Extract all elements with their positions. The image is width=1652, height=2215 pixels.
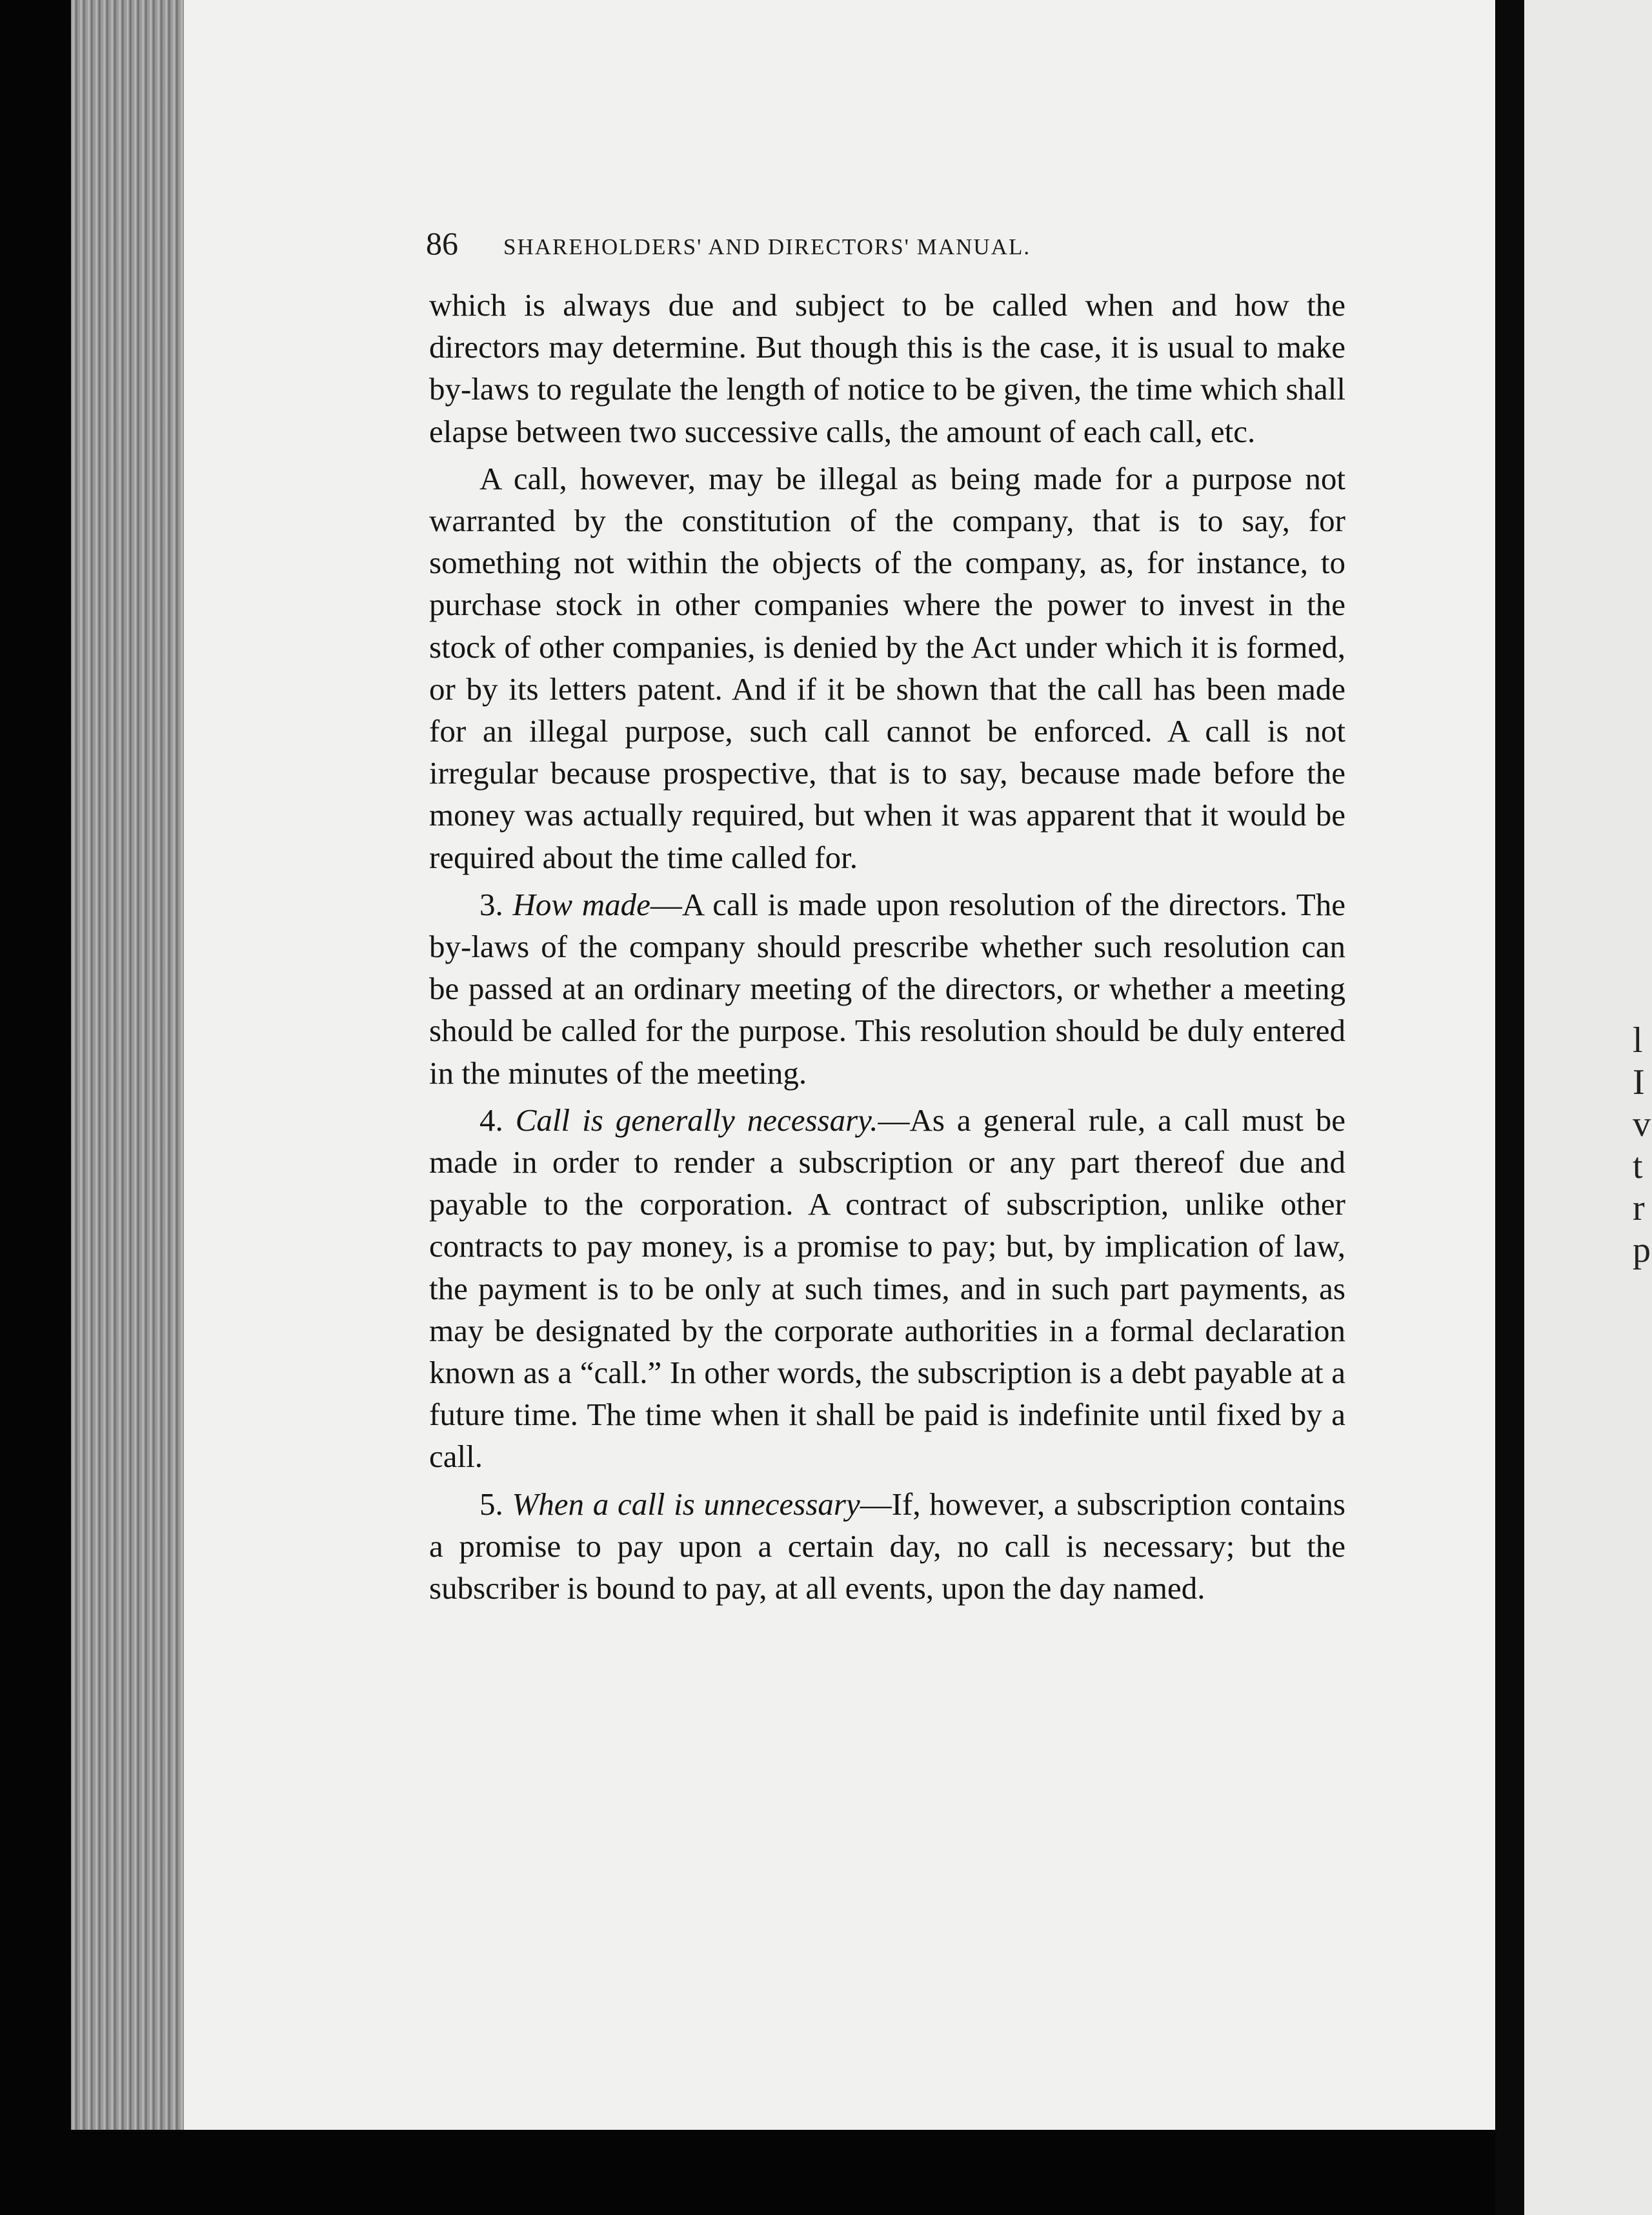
fragment-letter: l [1633,1020,1643,1060]
paragraph-text: A call, however, may be illegal as being made for a purpose not warranted by the constitution of the company, that is to say, for something not within the objects of the company, as, for instance, to purchase stock in other companies where the power to invest in the stock of other companies, is denied by the Act under which it is formed, or by its letters patent. And if it be shown that the call has been made for an illegal purpose, such call cannot be enforced. A call is not irregular because prospective, that is to say, because made before the money was actually required, but when it was apparent that it would be required about the time called for. [429,460,1345,875]
section-heading: When a call is unnecessary [512,1486,860,1522]
fragment-letter: p [1633,1230,1651,1270]
section-4-call-necessary [429,1099,1345,1478]
paragraph-text: —A call is made upon resolution of the directors. The by-laws of the company should prescribe whether such resolution can be passed at an ordinary meeting of the directors, or whether a meeting should be called for the purpose. This resolution should be duly entered in the minutes of the meeting. [429,886,1345,1091]
page-stack-edge [71,0,191,2130]
section-heading: How made [512,886,650,922]
page-number: 86 [426,225,458,261]
book-gutter [1495,0,1524,2215]
section-3-how-made [429,884,1345,1094]
body-text [429,284,1345,1614]
section-number: 4. [479,1102,503,1138]
section-number: 5. [479,1486,503,1522]
running-head-title: SHAREHOLDERS' AND DIRECTORS' MANUAL. [503,234,1031,259]
running-head [426,225,1184,262]
fragment-letter: t [1633,1146,1643,1186]
paragraph-continuation [429,284,1345,452]
fragment-letter: I [1633,1062,1645,1102]
section-heading: Call is generally necessary. [515,1102,878,1138]
paragraph-text: —As a general rule, a call must be made in order to render a subscription or any part thereof due and payable to the corporation. A contract of subscription, unlike other contracts to pay money, is a promise to pay; but, by implication of law, the payment is to be only at such times, and in such part payments, as may be designated by the corporate authorities in a formal declaration known as a “call.” In other words, the subscription is a debt payable at a future time. The time when it shall be paid is indefinite until fixed by a call. [429,1102,1346,1475]
paragraph-text: —If, however, a subscription contains a promise to pay upon a certain day, no call is necessary; but the subscriber is bound to pay, at all events, upon the day named. [429,1486,1345,1606]
fragment-letter: r [1633,1188,1645,1228]
paragraph-illegal-call [429,458,1345,878]
facing-page-fragments [1633,1020,1652,1271]
section-number: 3. [479,886,503,922]
paragraph-text: which is always due and subject to be called when and how the directors may determine. But though this is the case, it is usual to make by-laws to regulate the length of notice to be given, the time which shall elapse between two successive calls, the amount of each call, etc. [429,287,1345,449]
fragment-letter: v [1633,1104,1651,1144]
section-5-call-unnecessary [429,1483,1345,1610]
